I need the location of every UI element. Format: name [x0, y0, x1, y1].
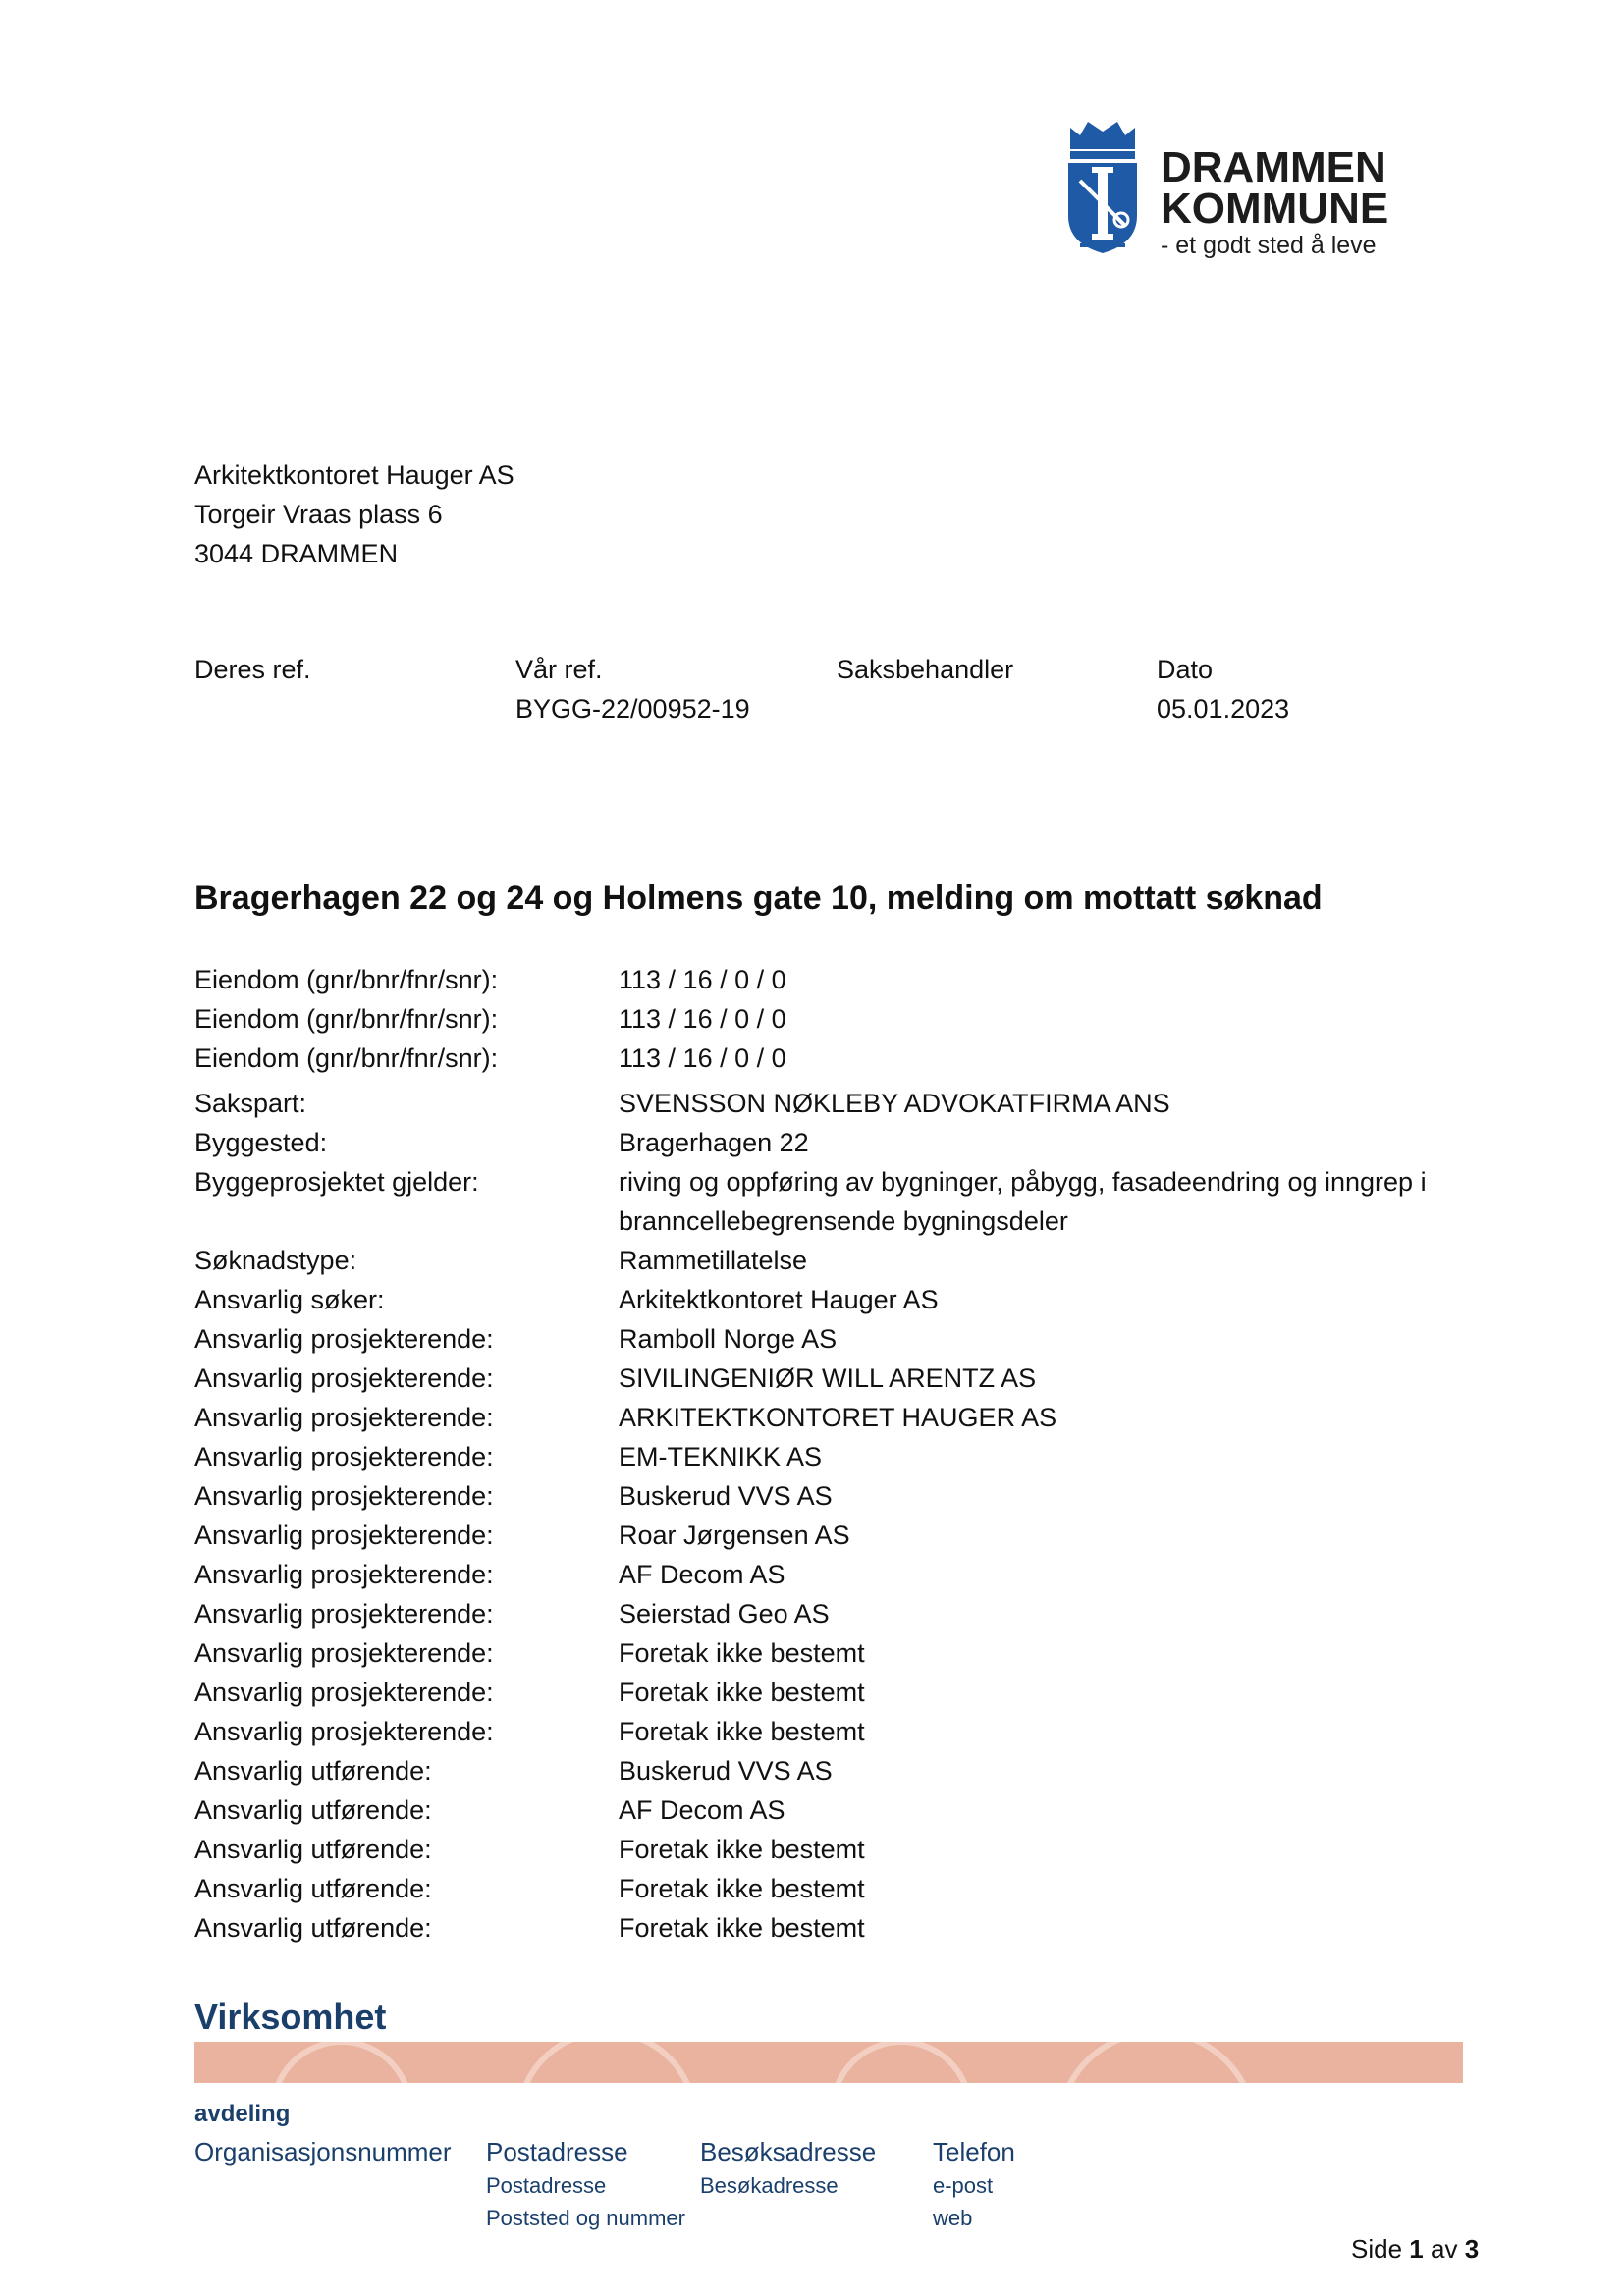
detail-row [194, 1869, 1471, 1908]
detail-label: Ansvarlig prosjekterende: [194, 1363, 494, 1393]
detail-row [194, 1398, 1471, 1437]
detail-row [194, 1280, 1471, 1319]
detail-value: SIVILINGENIØR WILL ARENTZ AS [619, 1363, 1037, 1393]
detail-value: Seierstad Geo AS [619, 1599, 830, 1629]
detail-label: Ansvarlig søker: [194, 1285, 385, 1314]
property-value: 113 / 16 / 0 / 0 [619, 965, 786, 994]
detail-label: Ansvarlig prosjekterende: [194, 1403, 494, 1432]
footer-postadresse-line: Poststed og nummer [486, 2206, 685, 2230]
footer-telefon-heading: Telefon [933, 2137, 1015, 2166]
detail-row [194, 1712, 1471, 1751]
crest-icon [1058, 118, 1147, 255]
footer-col-besoksadresse [700, 2134, 876, 2202]
dato-label: Dato [1157, 655, 1214, 684]
footer-decorative-band [194, 2042, 1463, 2083]
property-row [194, 960, 1471, 999]
deres-ref-column [194, 650, 311, 689]
detail-row [194, 1633, 1471, 1673]
recipient-name: Arkitektkontoret Hauger AS [194, 460, 514, 490]
detail-value: Arkitektkontoret Hauger AS [619, 1285, 939, 1314]
detail-label: Ansvarlig utførende: [194, 1835, 432, 1864]
detail-value: AF Decom AS [619, 1795, 785, 1825]
detail-row [194, 1437, 1471, 1476]
page-number [1351, 2234, 1479, 2265]
footer-postadresse-line: Postadresse [486, 2173, 607, 2198]
property-value: 113 / 16 / 0 / 0 [619, 1004, 786, 1034]
detail-label: Ansvarlig utførende: [194, 1874, 432, 1903]
saksbehandler-column [837, 650, 1013, 689]
detail-label: Ansvarlig utførende: [194, 1913, 432, 1943]
var-ref-value: BYGG-22/00952-19 [515, 694, 750, 723]
property-row [194, 999, 1471, 1039]
recipient-postal: 3044 DRAMMEN [194, 539, 399, 568]
footer-title: Virksomhet [194, 1997, 387, 2037]
detail-value: Foretak ikke bestemt [619, 1678, 865, 1707]
detail-label: Ansvarlig prosjekterende: [194, 1442, 494, 1471]
detail-row [194, 1555, 1471, 1594]
detail-value: Roar Jørgensen AS [619, 1521, 850, 1550]
detail-label: Ansvarlig prosjekterende: [194, 1324, 494, 1354]
detail-row [194, 1476, 1471, 1516]
detail-label: Byggested: [194, 1128, 328, 1157]
detail-row [194, 1908, 1471, 1948]
detail-label: Sakspart: [194, 1089, 307, 1118]
var-ref-column [515, 650, 750, 728]
deres-ref-label: Deres ref. [194, 655, 311, 684]
detail-value: Foretak ikke bestemt [619, 1717, 865, 1746]
detail-row [194, 1123, 1471, 1162]
detail-label: Søknadstype: [194, 1246, 357, 1275]
detail-value: riving og oppføring av bygninger, påbygg, fasadeendring og inngrep i branncellebegrensende bygningsdeler [619, 1167, 1427, 1236]
footer-postadresse-heading: Postadresse [486, 2137, 628, 2166]
detail-row [194, 1790, 1471, 1830]
property-row [194, 1039, 1471, 1078]
detail-row [194, 1751, 1471, 1790]
detail-row [194, 1084, 1471, 1123]
recipient-street: Torgeir Vraas plass 6 [194, 500, 443, 529]
page-prefix: Side [1351, 2234, 1403, 2264]
footer-web-link: web [933, 2206, 973, 2230]
detail-label: Ansvarlig prosjekterende: [194, 1560, 494, 1589]
property-label: Eiendom (gnr/bnr/fnr/snr): [194, 965, 499, 994]
drammen-kommune-logo [1058, 118, 1412, 259]
detail-label: Ansvarlig prosjekterende: [194, 1638, 494, 1668]
var-ref-label: Vår ref. [515, 655, 603, 684]
detail-row [194, 1162, 1471, 1241]
footer-email-link: e-post [933, 2173, 994, 2198]
detail-label: Ansvarlig prosjekterende: [194, 1521, 494, 1550]
dato-column [1157, 650, 1289, 728]
detail-row [194, 1830, 1471, 1869]
detail-label: Ansvarlig utførende: [194, 1795, 432, 1825]
footer-department: avdeling [194, 2101, 291, 2127]
recipient-address [194, 455, 514, 573]
footer-org-heading: Organisasjonsnummer [194, 2137, 452, 2166]
detail-row [194, 1673, 1471, 1712]
detail-value: Ramboll Norge AS [619, 1324, 838, 1354]
dato-value: 05.01.2023 [1157, 694, 1290, 723]
logo-line-2: KOMMUNE [1161, 185, 1389, 233]
footer-col-postadresse [486, 2134, 685, 2234]
footer-col-org [194, 2134, 452, 2169]
letter-subject: Bragerhagen 22 og 24 og Holmens gate 10, melding om mottatt søknad [194, 880, 1323, 917]
saksbehandler-label: Saksbehandler [837, 655, 1014, 684]
detail-value: Foretak ikke bestemt [619, 1913, 865, 1943]
case-details [194, 960, 1471, 1948]
detail-row [194, 1359, 1471, 1398]
footer-besoksadresse-line: Besøkadresse [700, 2173, 839, 2198]
detail-value: SVENSSON NØKLEBY ADVOKATFIRMA ANS [619, 1089, 1170, 1118]
detail-value: Foretak ikke bestemt [619, 1874, 865, 1903]
property-label: Eiendom (gnr/bnr/fnr/snr): [194, 1004, 499, 1034]
band-pattern-icon [194, 2042, 1463, 2083]
detail-label: Ansvarlig prosjekterende: [194, 1678, 494, 1707]
footer-besoksadresse-heading: Besøksadresse [700, 2137, 877, 2166]
detail-label: Ansvarlig prosjekterende: [194, 1717, 494, 1746]
detail-value: EM-TEKNIKK AS [619, 1442, 823, 1471]
detail-value: Foretak ikke bestemt [619, 1638, 865, 1668]
detail-value: Rammetillatelse [619, 1246, 808, 1275]
detail-label: Ansvarlig utførende: [194, 1756, 432, 1786]
detail-label: Byggeprosjektet gjelder: [194, 1167, 479, 1197]
detail-value: AF Decom AS [619, 1560, 785, 1589]
detail-row [194, 1516, 1471, 1555]
property-label: Eiendom (gnr/bnr/fnr/snr): [194, 1043, 499, 1073]
detail-row [194, 1319, 1471, 1359]
detail-row [194, 1241, 1471, 1280]
page-current: 1 [1409, 2234, 1424, 2264]
detail-value: Bragerhagen 22 [619, 1128, 809, 1157]
detail-label: Ansvarlig prosjekterende: [194, 1599, 494, 1629]
footer-col-telefon [933, 2134, 1015, 2234]
detail-value: Foretak ikke bestemt [619, 1835, 865, 1864]
page-separator: av [1430, 2234, 1458, 2264]
logo-tagline: - et godt sted å leve [1161, 232, 1377, 259]
detail-row [194, 1594, 1471, 1633]
detail-label: Ansvarlig prosjekterende: [194, 1481, 494, 1511]
page-total: 3 [1464, 2234, 1480, 2264]
logo-line-1: DRAMMEN [1161, 143, 1386, 191]
property-value: 113 / 16 / 0 / 0 [619, 1043, 786, 1073]
detail-value: Buskerud VVS AS [619, 1756, 833, 1786]
detail-value: ARKITEKTKONTORET HAUGER AS [619, 1403, 1057, 1432]
detail-value: Buskerud VVS AS [619, 1481, 833, 1511]
